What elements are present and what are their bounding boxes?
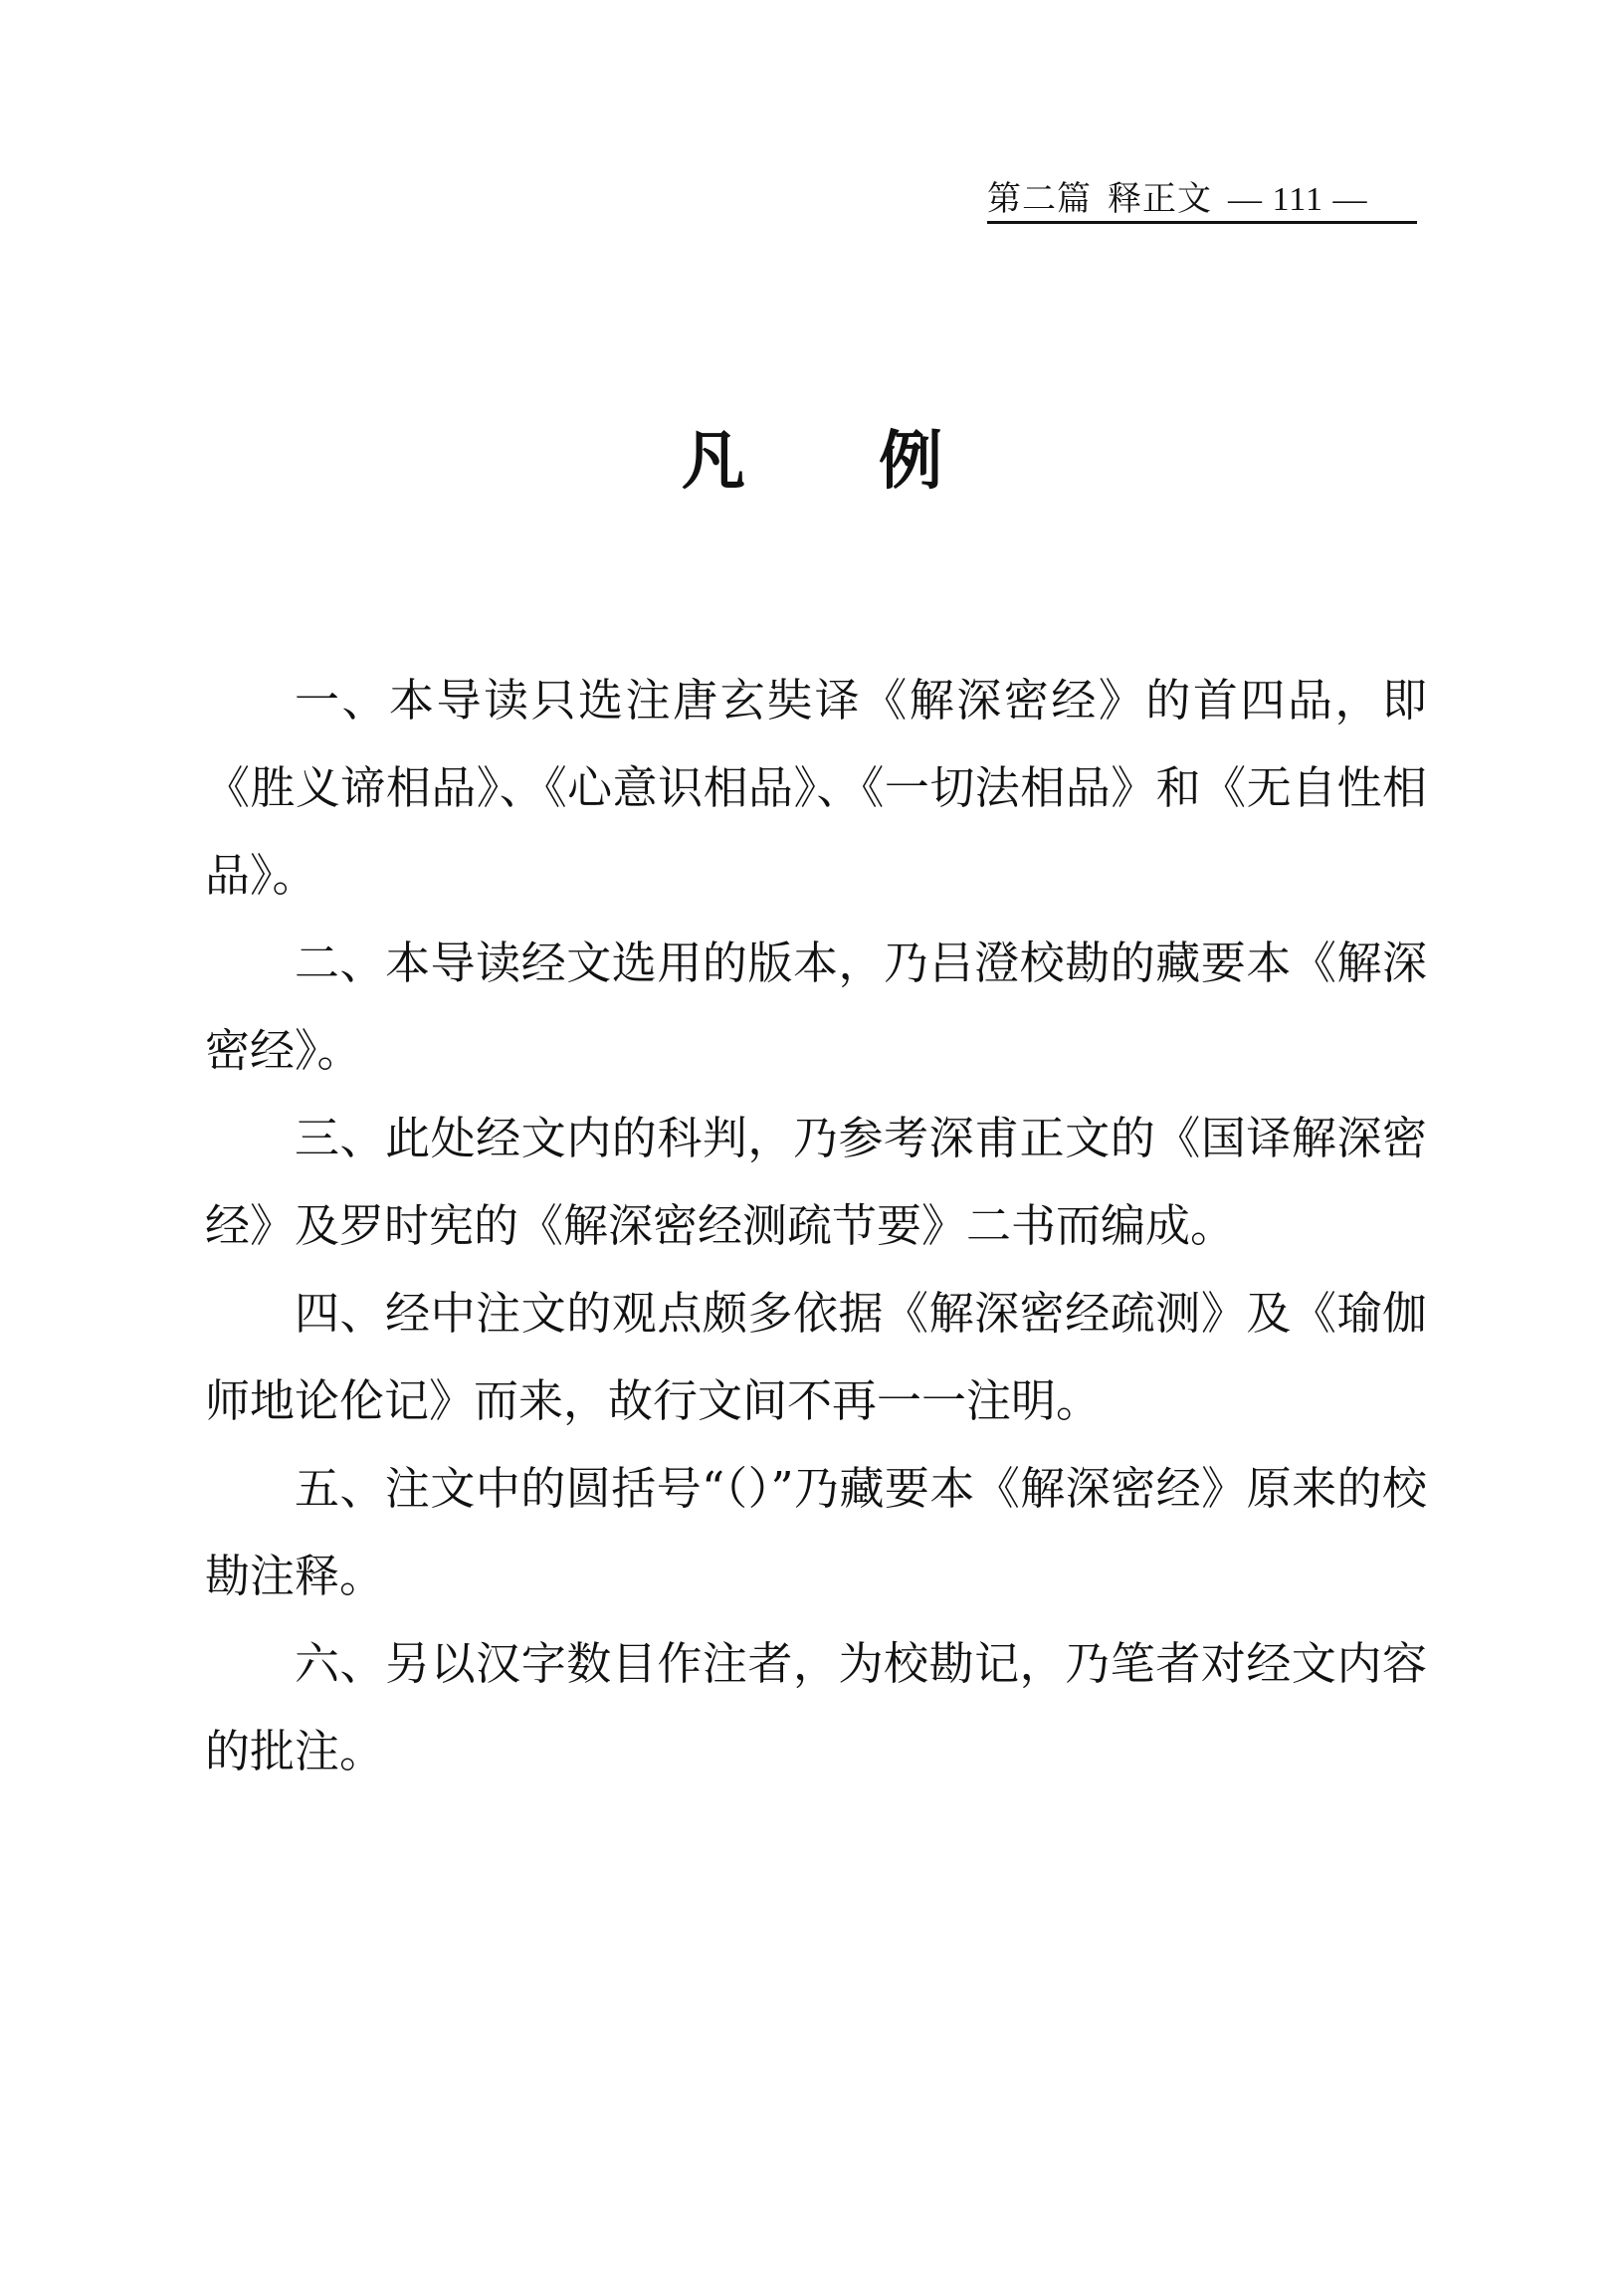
paragraph-4: 四、经中注文的观点颇多依据《解深密经疏测》及《瑜伽师地论伦记》而来，故行文间不再一一注明。	[205, 1287, 1427, 1427]
header-chapter: 释正文	[1108, 179, 1212, 219]
paragraph-1: 一、本导读只选注唐玄奘译《解深密经》的首四品，即《胜义谛相品》、《心意识相品》、《一切法相品》和《无自性相品》。	[205, 674, 1427, 902]
paragraph-6: 六、另以汉字数目作注者，为校勘记，乃笔者对经文内容的批注。	[205, 1637, 1427, 1777]
body-text	[205, 657, 1427, 1795]
paragraph-2: 二、本导读经文选用的版本，乃吕澄校勘的藏要本《解深密经》。	[205, 937, 1427, 1077]
page-number: — 111 —	[1228, 181, 1368, 218]
page-title: 凡 例	[681, 424, 999, 499]
paragraph-5: 五、注文中的圆括号“（）”乃藏要本《解深密经》原来的校勘注释。	[205, 1462, 1427, 1602]
running-header	[987, 177, 1417, 224]
header-section: 第二篇	[987, 179, 1092, 219]
paragraph-3: 三、此处经文内的科判，乃参考深甫正文的《国译解深密经》及罗时宪的《解深密经测疏节要》二书而编成。	[205, 1112, 1427, 1252]
